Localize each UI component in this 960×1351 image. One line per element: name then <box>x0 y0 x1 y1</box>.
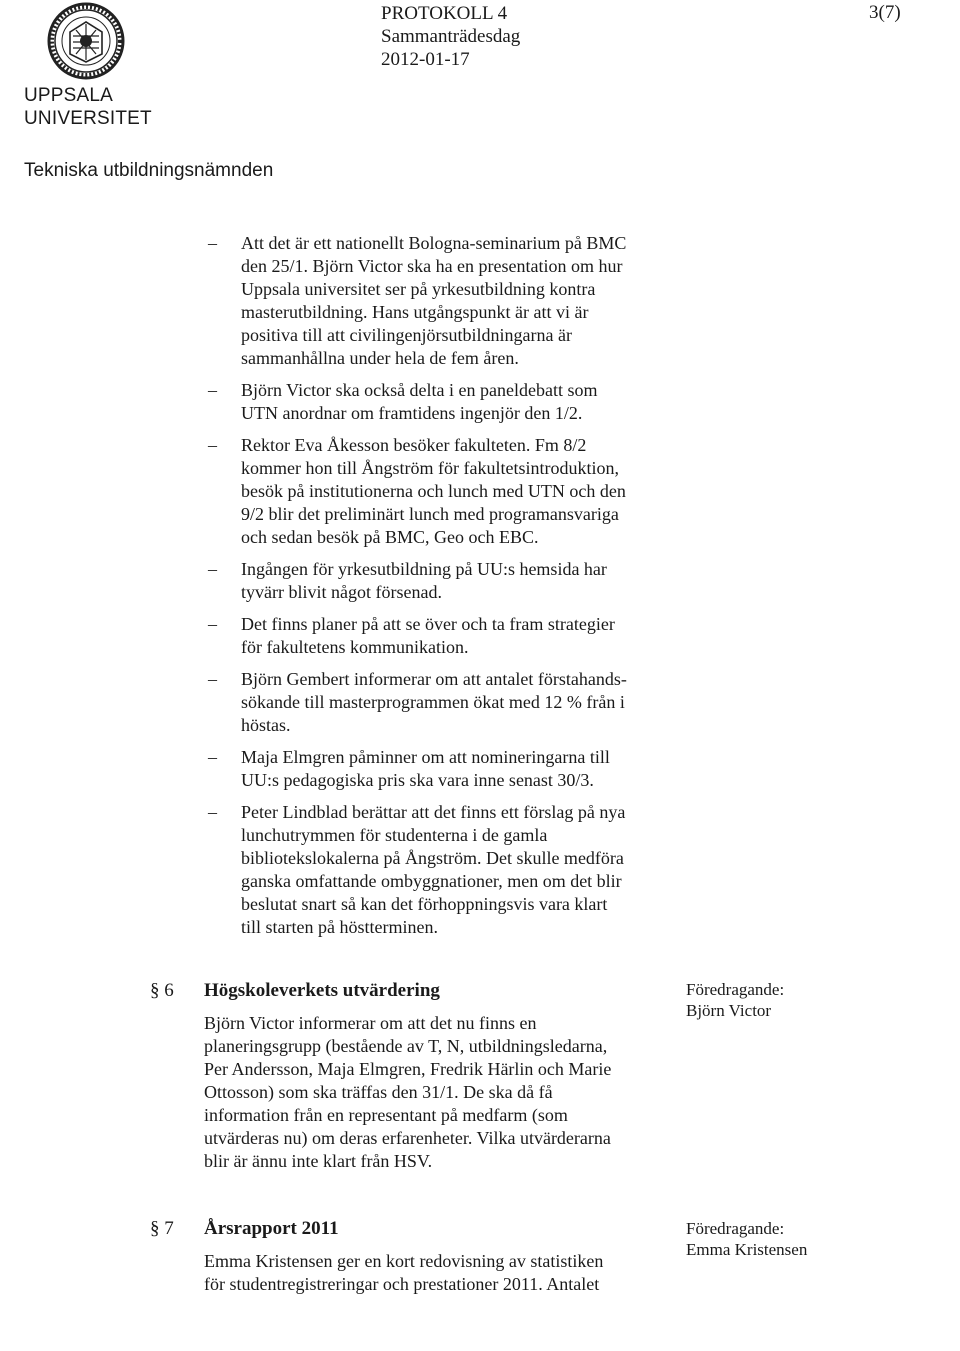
section-7-body: Emma Kristensen ger en kort redovisning av statistiken för studentregistreringar och prestationer 2011. Antalet <box>204 1251 604 1294</box>
university-name <box>24 84 152 130</box>
bullet-dash: – <box>208 380 217 400</box>
board-name: Tekniska utbildningsnämnden <box>24 160 274 181</box>
bullet-dash: – <box>208 669 217 689</box>
section-7-title: Årsrapport 2011 <box>204 1218 339 1239</box>
bullet-text: Björn Victor ska också delta i en paneldebatt som UTN anordnar om framtidens ingenjör den 1/2. <box>241 380 598 423</box>
list-item <box>208 434 678 549</box>
section-7-number: § 7 <box>150 1218 174 1239</box>
list-item <box>208 379 678 425</box>
section-6-number: § 6 <box>150 980 174 1001</box>
section-6-title: Högskoleverkets utvärdering <box>204 980 440 1001</box>
university-seal-icon <box>40 2 132 80</box>
bullet-text: Ingången för yrkesutbildning på UU:s hemsida har tyvärr blivit något försenad. <box>241 559 607 602</box>
meeting-date: 2012-01-17 <box>381 49 470 70</box>
list-item <box>208 668 678 737</box>
bullet-dash: – <box>208 802 217 822</box>
section-7-presenter: Föredragande: Emma Kristensen <box>686 1219 808 1259</box>
bullet-dash: – <box>208 747 217 767</box>
page-number: 3(7) <box>869 2 901 23</box>
bullet-text: Det finns planer på att se över och ta fram strategier för fakultetens kommunikation. <box>241 614 615 657</box>
list-item <box>208 558 678 604</box>
bullet-text: Att det är ett nationellt Bologna-seminarium på BMC den 25/1. Björn Victor ska ha en presentation om hur Uppsala universitet ser på yrkesutbildning kontra masterutbildning. Hans utgångspunkt är att vi är positiva till att civilingenjörsutbildningarna är sammanhållna under hela de fem åren. <box>241 233 627 368</box>
bullet-text: Maja Elmgren påminner om att nomineringarna till UU:s pedagogiska pris ska vara inne senast 30/3. <box>241 747 610 790</box>
bullet-text: Rektor Eva Åkesson besöker fakulteten. Fm 8/2 kommer hon till Ångström för fakultetsintroduktion, besök på institutionerna och lunch med UTN och den 9/2 blir det preliminärt lunch med programansvariga och sedan besök på BMC, Geo och EBC. <box>241 435 626 547</box>
bullet-dash: – <box>208 614 217 634</box>
bullet-dash: – <box>208 435 217 455</box>
protocol-number: PROTOKOLL 4 <box>381 3 508 24</box>
university-line-2: UNIVERSITET <box>24 108 152 129</box>
protocol-header <box>381 2 520 71</box>
list-item <box>208 613 678 659</box>
bullet-dash: – <box>208 559 217 579</box>
university-line-1: UPPSALA <box>24 85 114 106</box>
meeting-label: Sammanträdesdag <box>381 26 521 47</box>
list-item <box>208 801 678 939</box>
bullet-list <box>208 232 678 948</box>
list-item <box>208 232 678 370</box>
bullet-text: Peter Lindblad berättar att det finns ett förslag på nya lunchutrymmen för studenterna i de gamla bibliotekslokalerna på Ångström. Det skulle medföra ganska omfattande ombyggnationer, men om det blir beslutat snart så kan det förhoppningsvis vara klart till starten på höstterminen. <box>241 802 626 937</box>
section-6-body: Björn Victor informerar om att det nu finns en planeringsgrupp (bestående av T, N, utbildningsledarna, Per Andersson, Maja Elmgren, Fredrik Härlin och Marie Ottosson) som ska träffas den 31/1. De ska då få information från en representant på medfarm (som utvärderas nu) om deras erfarenheter. Vilka utvärderarna blir är ännu inte klart från HSV. <box>204 1013 612 1171</box>
bullet-dash: – <box>208 233 217 253</box>
section-6-presenter: Föredragande: Björn Victor <box>686 980 785 1020</box>
bullet-text: Björn Gembert informerar om att antalet förstahands- sökande till masterprogrammen ökat med 12 % från i höstas. <box>241 669 627 735</box>
list-item <box>208 746 678 792</box>
